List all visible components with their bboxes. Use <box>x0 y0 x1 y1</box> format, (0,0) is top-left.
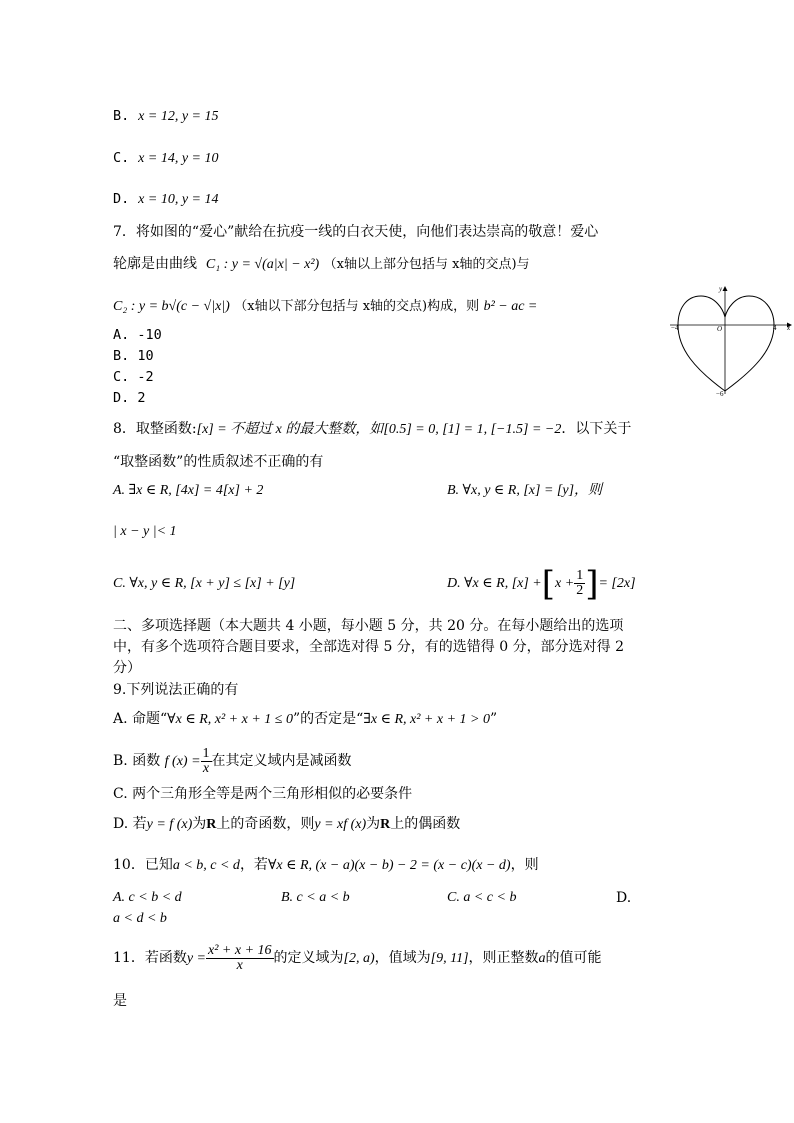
q8-option-b-cont: | x − y |< 1 <box>113 524 177 539</box>
q6-option-c: C. x = 14, y = 10 <box>113 150 219 166</box>
q7-stem-line2: 轮廓是由曲线 C₁ : y = √(a|x| − x²) （x轴以上部分包括与 x轴的交点)与 <box>113 256 530 272</box>
q6-option-b-text: x = 12, y = 15 <box>138 109 219 124</box>
heart-lower-curve <box>678 325 774 391</box>
q11-stem: 11．若函数y = $\frac{\text{x² + x + 16}}{x}$ 的定义域为[2, a)，值域为[9, 11]，则正整数a的值可能 <box>113 942 602 973</box>
q10-option-c: C. a < c < b <box>447 890 517 905</box>
q9-option-d: D. 若y = f (x)为R上的奇函数，则y = xf (x)为R上的偶函数 <box>113 816 461 832</box>
q10-option-a: A. c < b < d <box>113 890 182 905</box>
fig-y-bottom: −6 <box>716 390 724 398</box>
q8-option-b: B. ∀x, y ∈ R, [x] = [y]，则 <box>447 483 603 498</box>
q10-stem: 10．已知a < b, c < d，若∀x ∈ R, (x − a)(x − b) − 2 = (x − c)(x − d)，则 <box>113 857 539 873</box>
section2-line1: 二、多项选择题（本大题共 4 小题，每小题 5 分，共 20 分。在每小题给出的选项 <box>113 618 624 634</box>
q6-option-c-text: x = 14, y = 10 <box>138 151 219 166</box>
q9-option-c: C. 两个三角形全等是两个三角形相似的必要条件 <box>113 786 413 802</box>
heart-upper-curve <box>678 296 774 325</box>
q8-stem-line2: “取整函数”的性质叙述不正确的有 <box>113 454 324 470</box>
q6-option-d: D. x = 10, y = 14 <box>113 191 219 207</box>
q8-option-d: D. ∀x ∈ R, [x] +[x + $\frac{1}{2}$ ]= [2x] <box>447 563 636 604</box>
q8-stem-line1: 8．取整函数:[x] = 不超过 x 的最大整数，如[0.5] = 0, [1] = 1, [−1.5] = −2．以下关于 <box>113 421 632 437</box>
q10-option-d-cont: a < d < b <box>113 911 167 926</box>
q9-stem: 9.下列说法正确的有 <box>113 682 239 698</box>
fig-x-label: x <box>787 324 791 332</box>
q6-option-d-text: x = 10, y = 14 <box>138 192 219 207</box>
q7-option-d: D. 2 <box>113 390 146 406</box>
q7-stem-line3: C₂ : y = b√(c − √|x|) （x轴以下部分包括与 x轴的交点)构成，则 b² − ac = <box>113 299 538 314</box>
fig-origin: O <box>717 325 723 333</box>
q7-ask: b² − ac = <box>483 299 538 314</box>
section2-line3: 分） <box>113 660 141 676</box>
q7-stem-line1: 7．将如图的“爱心”献给在抗疫一线的白衣天使，向他们表达崇高的敬意！爱心 <box>113 224 599 240</box>
y-axis-arrow <box>723 286 728 291</box>
q9-option-a: A. 命题“∀x ∈ R, x² + x + 1 ≤ 0”的否定是“∃x ∈ R, x² + x + 1 > 0” <box>113 711 498 727</box>
q7-c1-equation: C₁ : y = √(a|x| − x²) <box>205 257 320 272</box>
q11-stem-cont: 是 <box>113 993 127 1009</box>
q7-option-a: A. -10 <box>113 327 162 343</box>
q7-option-c: C. -2 <box>113 369 154 385</box>
fig-y-label: y <box>719 285 723 293</box>
q9-option-b: B. 函数 f (x) = $\frac{1}{x}$ 在其定义域内是减函数 <box>113 745 352 776</box>
q7-c2-equation: C₂ : y = b√(c − √|x|) <box>113 299 230 314</box>
fig-x-right: 4 <box>773 324 777 332</box>
q8-option-a: A. ∃x ∈ R, [4x] = 4[x] + 2 <box>113 483 264 498</box>
q10-option-b: B. c < a < b <box>281 890 350 905</box>
q6-option-b: B. x = 12, y = 15 <box>113 108 219 124</box>
fig-x-left: −4 <box>671 324 679 332</box>
q8-option-c: C. ∀x, y ∈ R, [x + y] ≤ [x] + [y] <box>113 576 296 591</box>
heart-figure <box>665 284 794 399</box>
section2-line2: 中，有多个选项符合题目要求，全部选对得 5 分，有的选错得 0 分，部分选对得 2 <box>113 639 624 655</box>
q7-option-b: B. 10 <box>113 348 154 364</box>
q10-option-d: D. <box>616 890 632 906</box>
